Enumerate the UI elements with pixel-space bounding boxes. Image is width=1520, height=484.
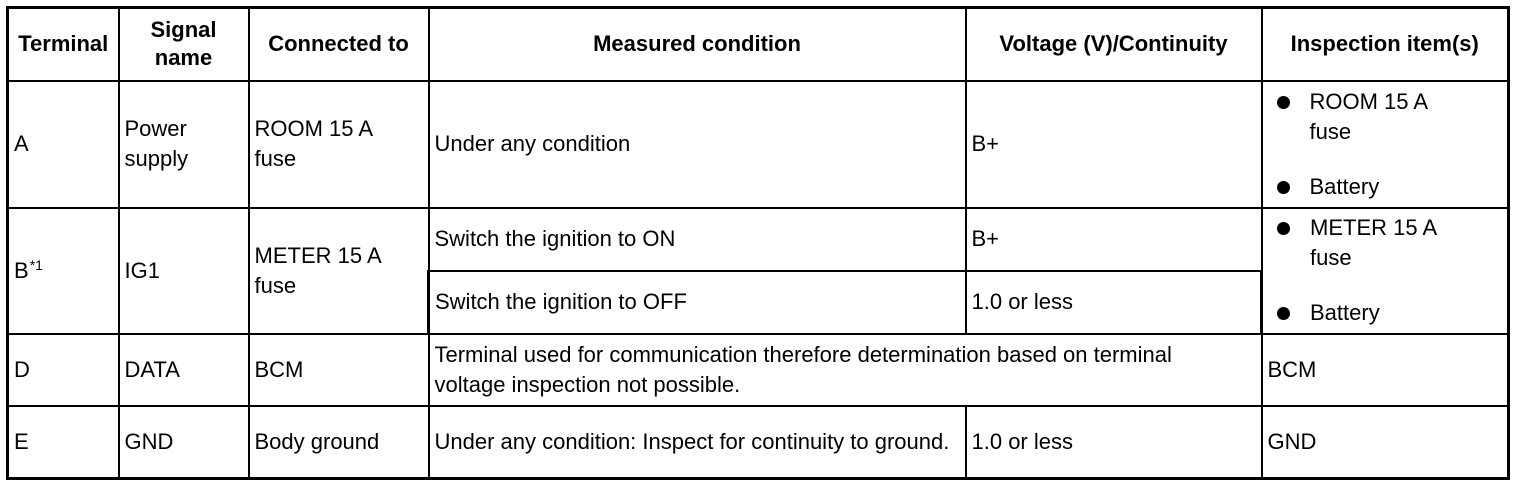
header-voltage-continuity: Voltage (V)/Continuity <box>966 8 1262 81</box>
bullet-icon <box>1277 181 1290 194</box>
inspection-item-text: METER 15 A fuse <box>1310 215 1436 270</box>
terminal-cell: A <box>8 81 119 208</box>
bullet-icon <box>1277 222 1290 235</box>
list-item <box>1310 298 1502 328</box>
inspection-cell <box>1262 208 1509 334</box>
list-item <box>1310 213 1502 273</box>
voltage-cell: B+ <box>966 81 1262 208</box>
inspection-item-text: ROOM 15 A fuse <box>1309 88 1427 144</box>
voltage-cell: B+ <box>966 208 1262 271</box>
table-header-row <box>8 8 1509 81</box>
measured-condition-cell: Switch the ignition to OFF <box>429 271 966 334</box>
header-measured-condition: Measured condition <box>429 8 966 81</box>
footnote-marker: *1 <box>29 256 43 273</box>
header-connected-to: Connected to <box>249 8 429 81</box>
signal-name-text: Power supply <box>124 116 189 171</box>
measured-condition-cell <box>429 406 966 479</box>
measured-condition-cell: Under any condition <box>429 81 966 208</box>
inspection-list <box>1268 87 1503 202</box>
connected-to-cell: BCM <box>249 334 429 406</box>
inspection-list <box>1268 213 1502 328</box>
measured-condition-merged-cell <box>429 334 1262 406</box>
list-item <box>1310 87 1503 147</box>
voltage-cell: 1.0 or less <box>966 271 1262 334</box>
table-row <box>8 81 1509 208</box>
measured-condition-cell: Switch the ignition to ON <box>429 208 966 271</box>
inspection-cell: GND <box>1262 406 1509 479</box>
header-signal-name-text: Signal name <box>150 17 217 71</box>
signal-name-cell: DATA <box>119 334 249 406</box>
signal-name-cell: IG1 <box>119 208 249 334</box>
table-row <box>8 334 1509 406</box>
signal-name-cell <box>119 81 249 208</box>
connected-to-cell <box>249 81 429 208</box>
voltage-cell: 1.0 or less <box>966 406 1262 479</box>
terminal-text: B <box>14 257 29 283</box>
connected-to-cell <box>249 208 429 334</box>
connected-to-text: METER 15 A fuse <box>254 242 381 298</box>
inspection-item-text: Battery <box>1310 300 1380 325</box>
measured-condition-text: Terminal used for communication therefore determination based on terminal voltage inspection not possible. <box>434 341 1172 397</box>
terminal-cell: E <box>8 406 119 479</box>
inspection-item-text: Battery <box>1309 173 1380 199</box>
terminal-cell: D <box>8 334 119 406</box>
bullet-icon <box>1277 307 1290 320</box>
header-inspection-items: Inspection item(s) <box>1262 8 1509 81</box>
bullet-icon <box>1277 96 1290 109</box>
header-signal-name <box>119 8 249 81</box>
measured-condition-text: Under any condition: Inspect for continuity to ground. <box>434 428 950 454</box>
table-row <box>8 406 1509 479</box>
terminal-inspection-table <box>6 6 1510 480</box>
inspection-cell: BCM <box>1262 334 1509 406</box>
table-row <box>8 208 1509 271</box>
connected-to-text: ROOM 15 A fuse <box>254 116 372 171</box>
inspection-cell <box>1262 81 1509 208</box>
terminal-cell <box>8 208 119 334</box>
header-terminal: Terminal <box>8 8 119 81</box>
list-item <box>1310 172 1503 202</box>
signal-name-cell: GND <box>119 406 249 479</box>
connected-to-cell: Body ground <box>249 406 429 479</box>
